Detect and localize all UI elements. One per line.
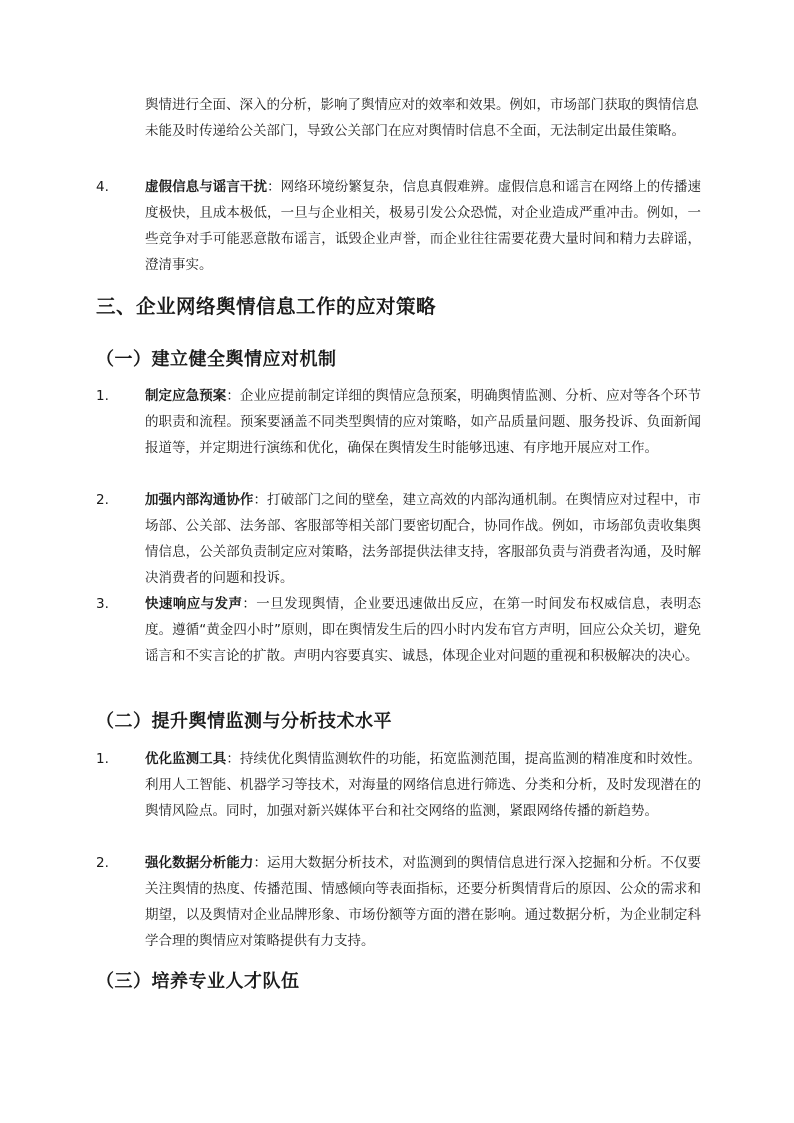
list-number: 3. (96, 596, 109, 612)
list-item-body (145, 746, 701, 824)
list-number: 4. (96, 179, 109, 195)
list-item-body (145, 850, 701, 954)
list-item-text: ：持续优化舆情监测软件的功能，拓宽监测范围，提高监测的精准度和时效性。利用人工智能、机器学习等技术，对海量的网络信息进行筛选、分类和分析，及时发现潜在的舆情风险点。同时，加强对新兴媒体平台和社交网络的监测，紧跟网络传播的新趋势。 (145, 751, 701, 819)
continuation-paragraph: 舆情进行全面、深入的分析，影响了舆情应对的效率和效果。例如，市场部门获取的舆情信息未能及时传递给公关部门，导致公关部门在应对舆情时信息不全面，无法制定出最佳策略。 (145, 97, 699, 139)
list-item-label: 强化数据分析能力 (145, 855, 254, 871)
list-number: 2. (96, 492, 109, 508)
list-item-body (145, 591, 701, 669)
list-item-label: 加强内部沟通协作 (145, 492, 254, 508)
list-item-text: ：企业应提前制定详细的舆情应急预案，明确舆情监测、分析、应对等各个环节的职责和流程。预案要涵盖不同类型舆情的应对策略，如产品质量问题、服务投诉、负面新闻报道等，并定期进行演练和优化，确保在舆情发生时能够迅速、有序地开展应对工作。 (145, 388, 701, 456)
list-number: 1. (96, 388, 109, 404)
list-item-text: ：打破部门之间的壁垒，建立高效的内部沟通机制。在舆情应对过程中，市场部、公关部、法务部、客服部等相关部门要密切配合，协同作战。例如，市场部负责收集舆情信息，公关部负责制定应对策略，法务部提供法律支持，客服部负责与消费者沟通，及时解决消费者的问题和投诉。 (145, 492, 701, 586)
subsection-heading: （二）提升舆情监测与分析技术水平 (96, 711, 392, 732)
list-item-body (145, 383, 701, 461)
list-item-label: 制定应急预案 (145, 388, 227, 404)
list-number: 2. (96, 855, 109, 871)
list-number: 1. (96, 751, 109, 767)
list-item-body (145, 487, 701, 591)
list-item-text: ：一旦发现舆情，企业要迅速做出反应，在第一时间发布权威信息，表明态度。遵循“黄金四小时”原则，即在舆情发生后的四小时内发布官方声明，回应公众关切，避免谣言和不实言论的扩散。声明内容要真实、诚恳，体现企业对问题的重视和积极解决的决心。 (145, 596, 702, 664)
section-heading: 三、企业网络舆情信息工作的应对策略 (96, 295, 437, 318)
list-item-body (145, 174, 701, 278)
list-item-text: ：网络环境纷繁复杂，信息真假难辨。虚假信息和谣言在网络上的传播速度极快，且成本极低，一旦与企业相关，极易引发公众恐慌，对企业造成严重冲击。例如，一些竞争对手可能恶意散布谣言，诋毁企业声誉，而企业往往需要花费大量时间和精力去辟谣，澄清事实。 (145, 179, 701, 273)
list-item-label: 优化监测工具 (145, 751, 227, 767)
subsection-heading: （一）建立健全舆情应对机制 (96, 349, 337, 370)
list-item-text: ：运用大数据分析技术，对监测到的舆情信息进行深入挖掘和分析。不仅要关注舆情的热度、传播范围、情感倾向等表面指标，还要分析舆情背后的原因、公众的需求和期望，以及舆情对企业品牌形象、市场份额等方面的潜在影响。通过数据分析，为企业制定科学合理的舆情应对策略提供有力支持。 (145, 855, 701, 949)
list-item-label: 虚假信息与谣言干扰 (145, 179, 268, 195)
subsection-heading: （三）培养专业人才队伍 (96, 971, 300, 992)
list-item-label: 快速响应与发声 (145, 596, 243, 612)
